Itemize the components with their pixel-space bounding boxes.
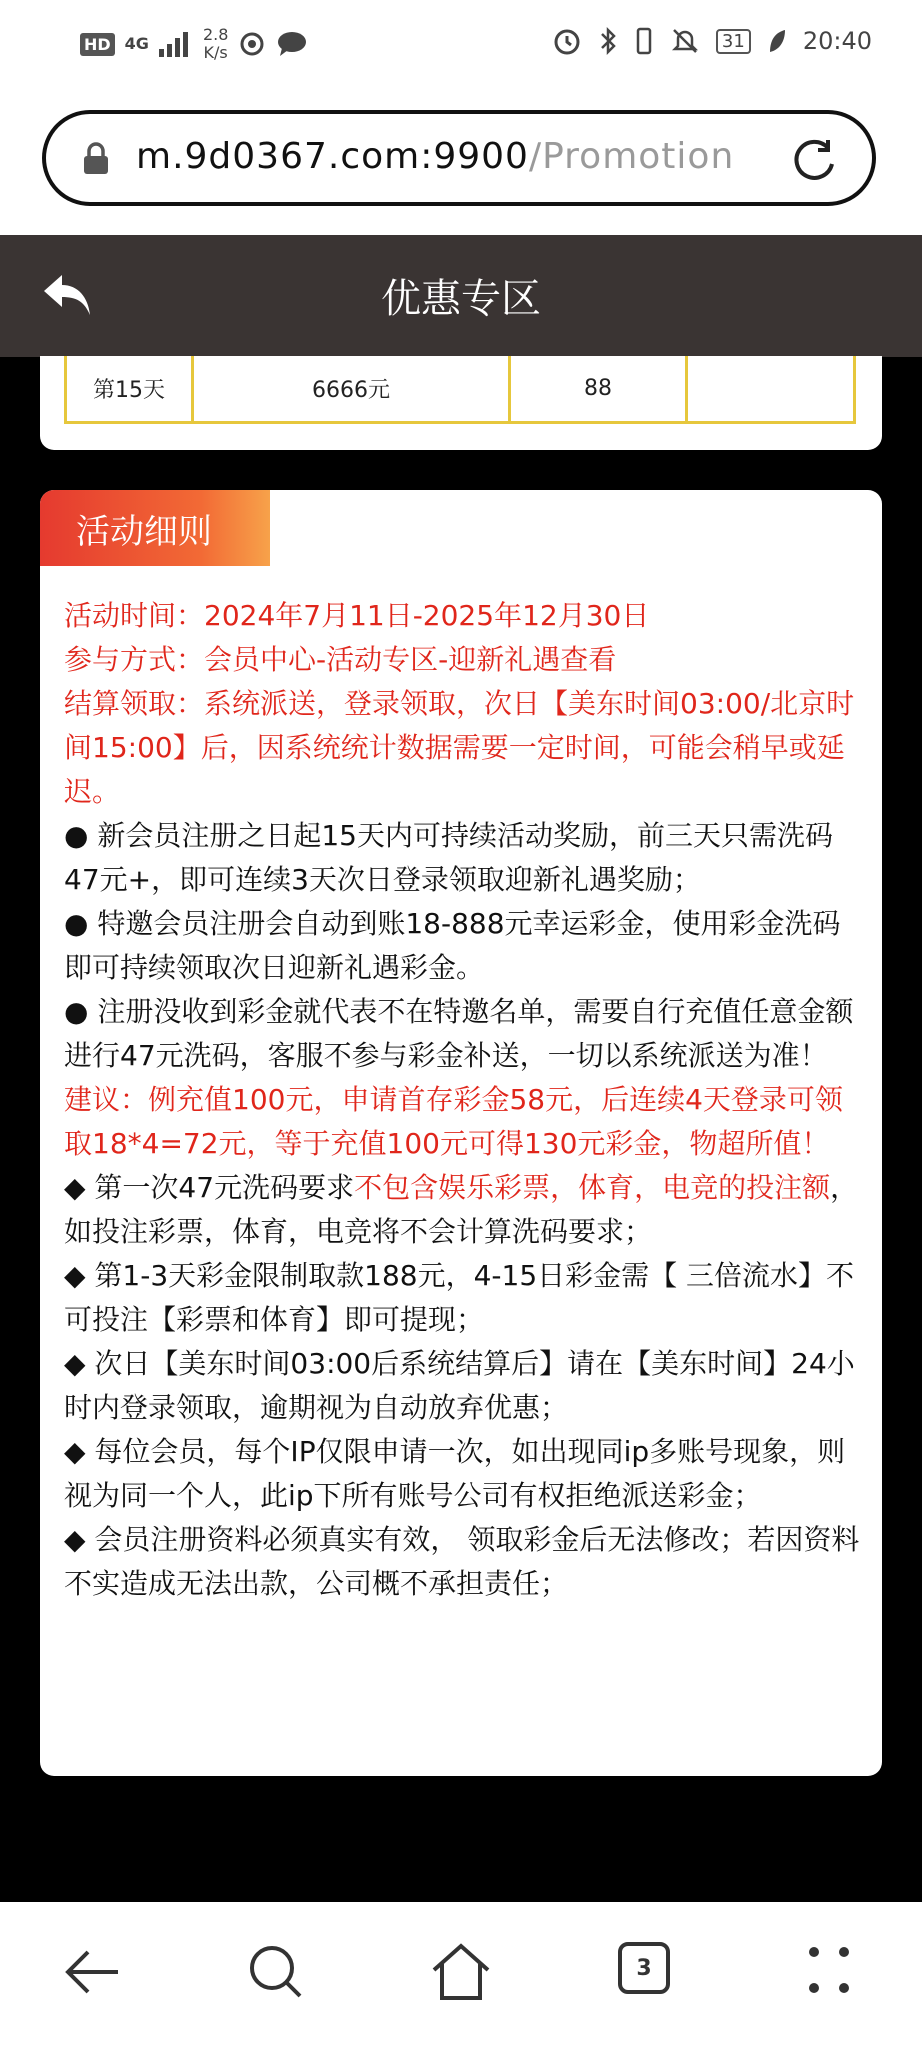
status-bar — [0, 0, 922, 90]
rule-highlight: 不包含娱乐彩票，体育，电竞的投注额 — [354, 1171, 831, 1204]
leaf-icon — [767, 28, 787, 54]
rule-item: ◆ 会员注册资料必须真实有效， 领取彩金后无法修改；若因资料不实造成无法出款，公司概不承担责任； — [64, 1523, 860, 1600]
table-cell-day: 第15天 — [67, 356, 194, 421]
rule-item: ◆ 每位会员，每个IP仅限申请一次，如出现同ip多账号现象，则视为同一个人，此ip下所有账号公司有权拒绝派送彩金； — [64, 1435, 846, 1512]
search-icon[interactable] — [246, 1942, 306, 2002]
rule-item: ● 注册没收到彩金就代表不在特邀名单，需要自行充值任意金额进行47元洗码，客服不参与彩金补送，一切以系统派送为准！ — [64, 995, 854, 1072]
back-icon[interactable] — [62, 1942, 122, 2002]
reward-table-card — [40, 356, 882, 450]
address-bar[interactable] — [42, 110, 876, 206]
battery-icon: 31 — [716, 29, 751, 54]
url-host: m.9d0367.com:9900 — [136, 136, 529, 177]
network-label: 4G — [124, 34, 149, 53]
rule-settlement: 结算领取：系统派送，登录领取，次日【美东时间03:00/北京时间15:00】后，因系统统计数据需要一定时间，可能会稍早或延迟。 — [64, 687, 855, 808]
browser-toolbar — [0, 90, 922, 235]
reward-table — [64, 356, 856, 424]
rule-item: ● 特邀会员注册会自动到账18-888元幸运彩金，使用彩金洗码即可持续领取次日迎新礼遇彩金。 — [64, 907, 841, 984]
app-header — [0, 235, 922, 357]
hotspot-icon — [238, 30, 266, 58]
rules-banner-title: 活动细则 — [76, 512, 212, 552]
alarm-icon — [552, 26, 582, 56]
table-cell-bonus: 88 — [511, 356, 688, 421]
clock: 20:40 — [802, 27, 872, 55]
mute-icon — [670, 26, 700, 56]
bluetooth-icon — [598, 26, 618, 56]
table-cell-amount: 6666元 — [194, 356, 511, 421]
signal-icon — [159, 31, 193, 57]
rules-card — [40, 490, 882, 1776]
chat-icon — [276, 30, 308, 58]
rule-item: ◆ 第1-3天彩金限制取款188元，4-15日彩金需【 三倍流水】不可投注【彩票和体育】即可提现； — [64, 1259, 855, 1336]
rule-item: ◆ 次日【美东时间03:00后系统结算后】请在【美东时间】24小时内登录领取，逾期视为自动放弃优惠； — [64, 1347, 855, 1424]
table-cell-empty — [688, 356, 853, 421]
rules-list — [64, 594, 864, 1606]
rule-activity-time: 活动时间：2024年7月11日-2025年12月30日 — [64, 599, 650, 632]
rules-banner — [40, 490, 270, 566]
reload-icon[interactable] — [788, 134, 840, 186]
lock-icon — [82, 142, 110, 176]
browser-bottom-nav — [0, 1902, 922, 2048]
rule-suggestion: 建议：例充值100元，申请首存彩金58元，后连续4天登录可领取18*4=72元，等于充值100元可得130元彩金，物超所值！ — [64, 1083, 843, 1160]
hd-icon: HD — [80, 33, 115, 56]
tabs-count: 3 — [636, 1955, 652, 1981]
rule-item: ◆ 第一次47元洗码要求不包含娱乐彩票，体育，电竞的投注额，如投注彩票，体育，电竞将不会计算洗码要求； — [64, 1171, 859, 1248]
rule-item: ● 新会员注册之日起15天内可持续活动奖励，前三天只需洗码47元+，即可连续3天次日登录领取迎新礼遇奖励； — [64, 819, 833, 896]
vibrate-icon — [634, 26, 654, 56]
home-icon[interactable] — [430, 1942, 492, 2002]
more-icon[interactable] — [804, 1942, 854, 1998]
url-path: /Promotion — [528, 136, 735, 177]
net-speed: 2.8 K/s — [202, 25, 229, 62]
page-title: 优惠专区 — [381, 276, 541, 322]
rule-participation: 参与方式：会员中心-活动专区-迎新礼遇查看 — [64, 643, 617, 676]
tabs-button[interactable] — [618, 1942, 670, 1994]
url-text[interactable] — [136, 136, 734, 177]
